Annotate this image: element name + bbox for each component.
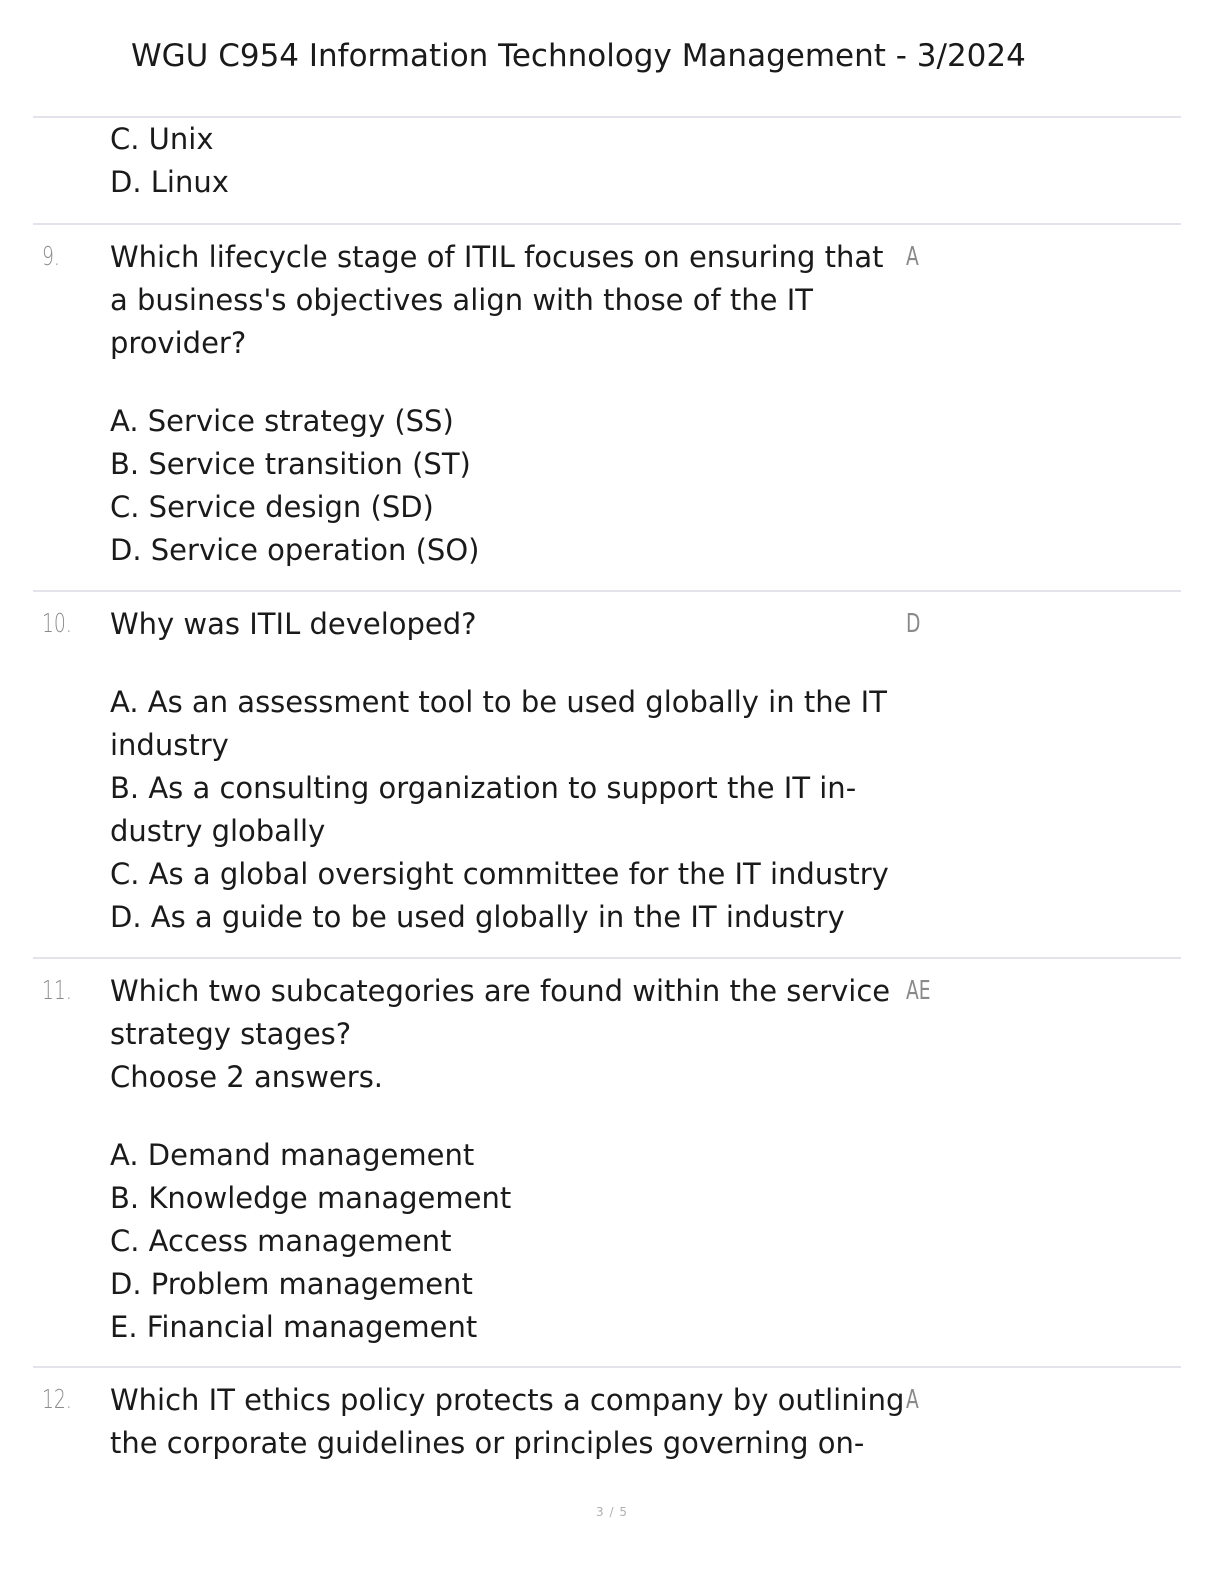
divider (33, 590, 1181, 592)
answer-key: D (906, 609, 921, 639)
divider (33, 957, 1181, 959)
answer-key: AE (906, 976, 931, 1006)
question-text (110, 236, 910, 572)
option: A. Demand management (110, 1138, 475, 1172)
divider (33, 223, 1181, 225)
question-prompt-line: Which IT ethics policy protects a company by outlining (110, 1383, 905, 1417)
option: industry (110, 728, 229, 762)
option: A. Service strategy (SS) (110, 404, 454, 438)
option: D. Problem management (110, 1267, 473, 1301)
question-prompt-line: strategy stages? (110, 1017, 352, 1051)
option: D. Service operation (SO) (110, 533, 480, 567)
question-prompt-line: a business's objectives align with those of the IT (110, 283, 813, 317)
page-indicator: 3 / 5 (596, 1505, 628, 1519)
option-list (110, 118, 910, 204)
question-text (110, 970, 910, 1349)
option: B. Service transition (ST) (110, 447, 471, 481)
question-prompt-line: Why was ITIL developed? (110, 607, 477, 641)
question-prompt-line: the corporate guidelines or principles governing on- (110, 1426, 865, 1460)
question-text (110, 603, 910, 939)
option: dustry globally (110, 814, 326, 848)
option: D. As a guide to be used globally in the IT industry (110, 900, 845, 934)
question-prompt-line: Which lifecycle stage of ITIL focuses on ensuring that (110, 240, 884, 274)
question-prompt-line: Choose 2 answers. (110, 1060, 384, 1094)
question-prompt-line: provider? (110, 326, 247, 360)
answer-key: A (906, 242, 919, 272)
divider (33, 1366, 1181, 1368)
question-number: 11. (42, 976, 72, 1006)
question-number: 9. (42, 242, 60, 272)
question-text (110, 1379, 910, 1465)
question-prompt-line: Which two subcategories are found within the service (110, 974, 891, 1008)
question-number: 10. (42, 609, 72, 639)
page-title: WGU C954 Information Technology Management - 3/2024 (131, 38, 1026, 74)
option: A. As an assessment tool to be used globally in the IT (110, 685, 887, 719)
question-number: 12. (42, 1385, 72, 1415)
option: B. As a consulting organization to support the IT in- (110, 771, 857, 805)
option: B. Knowledge management (110, 1181, 512, 1215)
option: C. Access management (110, 1224, 452, 1258)
option: C. Unix (110, 122, 214, 156)
option: D. Linux (110, 165, 229, 199)
answer-key: A (906, 1385, 919, 1415)
option: E. Financial management (110, 1310, 478, 1344)
option: C. Service design (SD) (110, 490, 434, 524)
option: C. As a global oversight committee for the IT industry (110, 857, 889, 891)
